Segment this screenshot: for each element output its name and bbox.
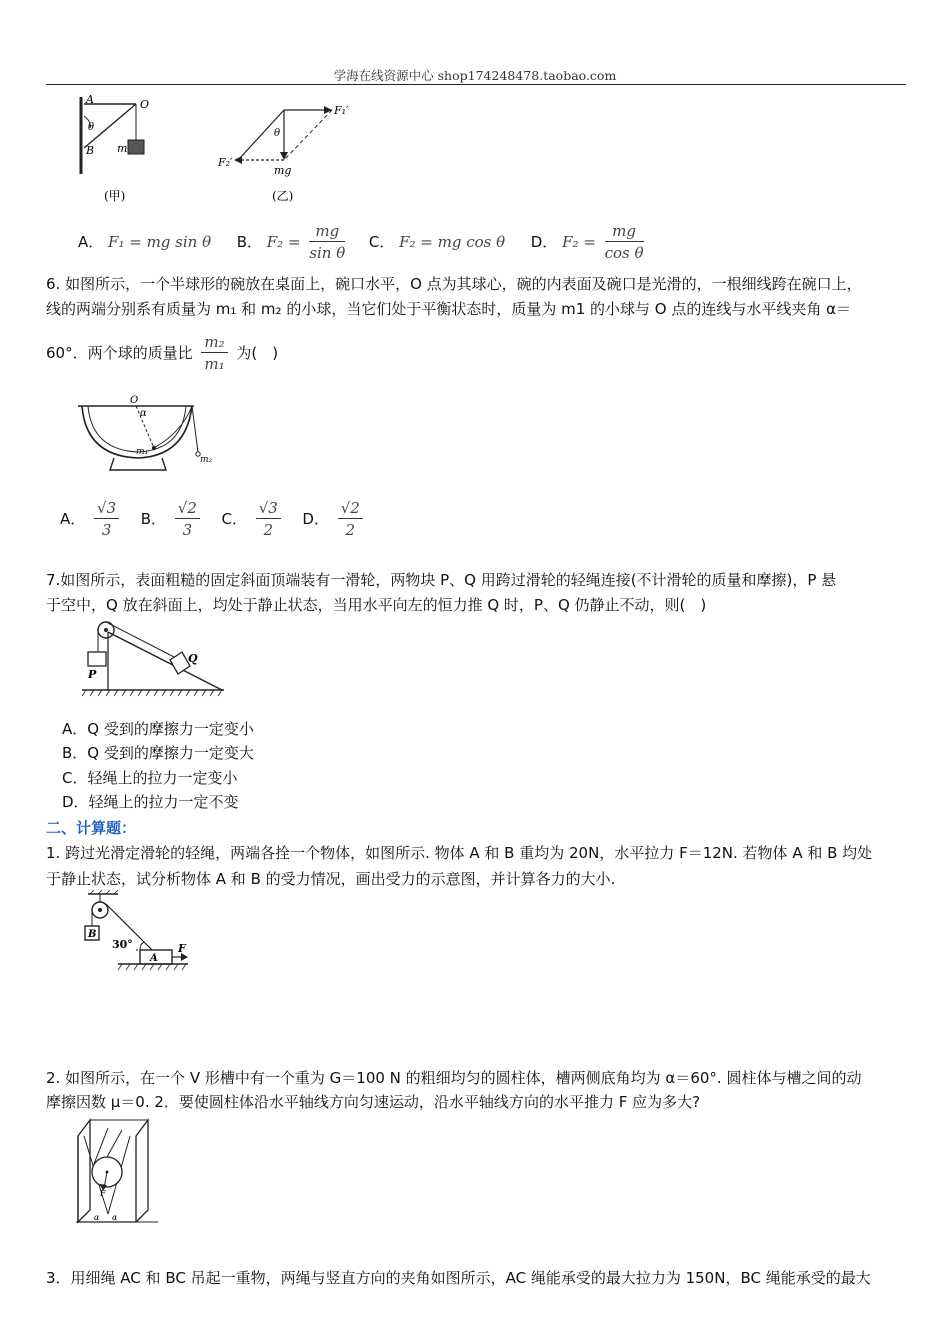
q5-option-B-lhs: F₂ = — [266, 233, 301, 251]
q6-line-3 — [46, 330, 908, 380]
q6-option-C-den: 2 — [263, 521, 274, 539]
q5-option-B-fraction — [309, 221, 345, 264]
c1-line-2: 于静止状态，试分析物体 A 和 B 的受力情况，画出受力的示意图，并计算各力的大小. — [46, 870, 616, 888]
q6-fig-label-m1: m₁ — [136, 447, 149, 457]
q5-option-D-num: mg — [605, 221, 644, 242]
fig5-label-A: A — [86, 93, 94, 106]
q5-option-A-label: A． — [78, 233, 104, 251]
q6-option-D-num: √2 — [338, 498, 363, 519]
q6-line-1: 6. 如图所示，一个半球形的碗放在桌面上，碗口水平，O 点为其球心，碗的内表面及碗口是光滑的，一根细线跨在碗口上， — [46, 275, 862, 293]
c2-v-groove-diagram — [74, 1114, 160, 1226]
q6-option-D-label: D． — [302, 510, 329, 528]
q5-option-C-expr: F₂ = mg cos θ — [399, 233, 506, 251]
q6-option-C-label: C． — [221, 510, 247, 528]
q6-option-A-fraction — [94, 498, 119, 541]
fig5-label-O: O — [140, 98, 150, 111]
c1-fig-label-F: F — [178, 942, 186, 955]
q5-option-D-label: D． — [530, 233, 558, 251]
q6-mass-ratio — [201, 332, 227, 375]
q7-fig-label-P: P — [88, 668, 97, 681]
c2-line-2: 摩擦因数 μ＝0. 2．要使圆柱体沿水平轴线方向匀速运动，沿水平轴线方向的水平推力 F 应为多大? — [46, 1093, 701, 1111]
c3-line-1: 3．用细绳 AC 和 BC 吊起一重物，两绳与竖直方向的夹角如图所示，AC 绳能承受的最大拉力为 150N，BC 绳能承受的最大 — [46, 1269, 871, 1287]
header-rule — [46, 84, 906, 85]
q6-option-A-num: √3 — [94, 498, 119, 519]
fig5-jia-diagram — [70, 92, 170, 207]
q6-fig-label-O: O — [130, 395, 139, 406]
c1-fig-label-angle: 30° — [112, 938, 133, 951]
c2-line-1: 2. 如图所示，在一个 V 形槽中有一个重为 G＝100 N 的粗细均匀的圆柱体，槽两侧底角均为 α＝60°. 圆柱体与槽之间的动 — [46, 1069, 862, 1087]
c1-fig-label-A: A — [150, 953, 158, 964]
fig5-label-F2p: F₂′ — [218, 156, 233, 169]
q6-line-2: 线的两端分别系有质量为 m₁ 和 m₂ 的小球，当它们处于平衡状态时，质量为 m1 的小球与 O 点的连线与水平线夹角 α＝ — [46, 300, 852, 318]
q7-option-B: B．Q 受到的摩擦力一定变大 — [62, 744, 254, 762]
q7-option-C: C．轻绳上的拉力一定变小 — [62, 769, 238, 787]
q6-option-B-label: B． — [140, 510, 167, 528]
q6-ratio-num: m₂ — [201, 332, 227, 353]
q5-option-A-expr: F₁ = mg sin θ — [108, 233, 212, 251]
q6-fig-label-alpha: α — [140, 408, 147, 419]
q7-line-2: 于空中，Q 放在斜面上，均处于静止状态，当用水平向左的恒力推 Q 时，P、Q 仍静止不动，则( ) — [46, 596, 707, 614]
c2-fig-label-alpha-1: α — [94, 1213, 100, 1222]
q6-option-A-den: 3 — [101, 521, 112, 539]
fig5-label-m: m — [117, 142, 128, 155]
q5-option-B-den: sin θ — [309, 244, 346, 262]
q6-option-A-label: A． — [60, 510, 86, 528]
q6-option-C-num: √3 — [256, 498, 281, 519]
q5-options — [78, 220, 648, 270]
q5-option-D-lhs: F₂ = — [562, 233, 596, 251]
q6-fig-label-m2: m₂ — [200, 455, 213, 465]
fig5-label-mg: mg — [274, 164, 292, 177]
fig5-caption-jia: (甲) — [104, 189, 126, 203]
c2-fig-label-F: F — [100, 1189, 106, 1198]
q5-option-B-label: B． — [236, 233, 262, 251]
c1-pulley-diagram — [78, 890, 198, 974]
q5-option-C-label: C． — [368, 233, 395, 251]
section-2-title: 二、计算题： — [46, 819, 137, 837]
q6-ratio-den: m₁ — [204, 355, 225, 373]
fig5-label-theta: θ — [88, 122, 95, 133]
q7-option-D: D．轻绳上的拉力一定不变 — [62, 793, 239, 811]
q6-bowl-diagram — [74, 392, 224, 474]
fig5-yi-diagram — [212, 96, 362, 208]
q5-option-D-den: cos θ — [604, 244, 644, 262]
q6-option-D-fraction — [338, 498, 363, 541]
q7-option-A: A．Q 受到的摩擦力一定变小 — [62, 720, 254, 738]
q5-option-D-fraction — [605, 221, 644, 264]
q6-option-D-den: 2 — [345, 521, 356, 539]
q6-options — [60, 498, 367, 558]
q6-option-B-num: √2 — [175, 498, 200, 519]
q7-line-1: 7.如图所示，表面粗糙的固定斜面顶端装有一滑轮，两物块 P、Q 用跨过滑轮的轻绳连接(不计滑轮的质量和摩擦)，P 悬 — [46, 571, 837, 589]
q6-line-3a: 60°．两个球的质量比 — [46, 344, 193, 362]
fig5-yi-theta: θ — [274, 128, 281, 139]
fig5-label-B: B — [86, 144, 95, 157]
q6-option-B-fraction — [175, 498, 200, 541]
q7-fig-label-Q: Q — [188, 652, 198, 665]
c1-line-1: 1. 跨过光滑定滑轮的轻绳，两端各拴一个物体，如图所示. 物体 A 和 B 重均为 20N，水平拉力 F＝12N. 若物体 A 和 B 均处 — [46, 844, 873, 862]
q7-incline-diagram — [78, 614, 228, 700]
q6-option-B-den: 3 — [182, 521, 193, 539]
q6-option-C-fraction — [256, 498, 281, 541]
q5-option-B-num: mg — [309, 221, 345, 242]
c2-fig-label-alpha-2: α — [112, 1213, 118, 1222]
page-header: 学海在线资源中心 shop174248478.taobao.com — [333, 68, 617, 83]
q6-line-3b: 为( ) — [236, 344, 279, 362]
c1-fig-label-B: B — [88, 929, 97, 940]
fig5-label-F1p: F₁′ — [334, 104, 349, 117]
fig5-caption-yi: (乙) — [272, 189, 294, 203]
